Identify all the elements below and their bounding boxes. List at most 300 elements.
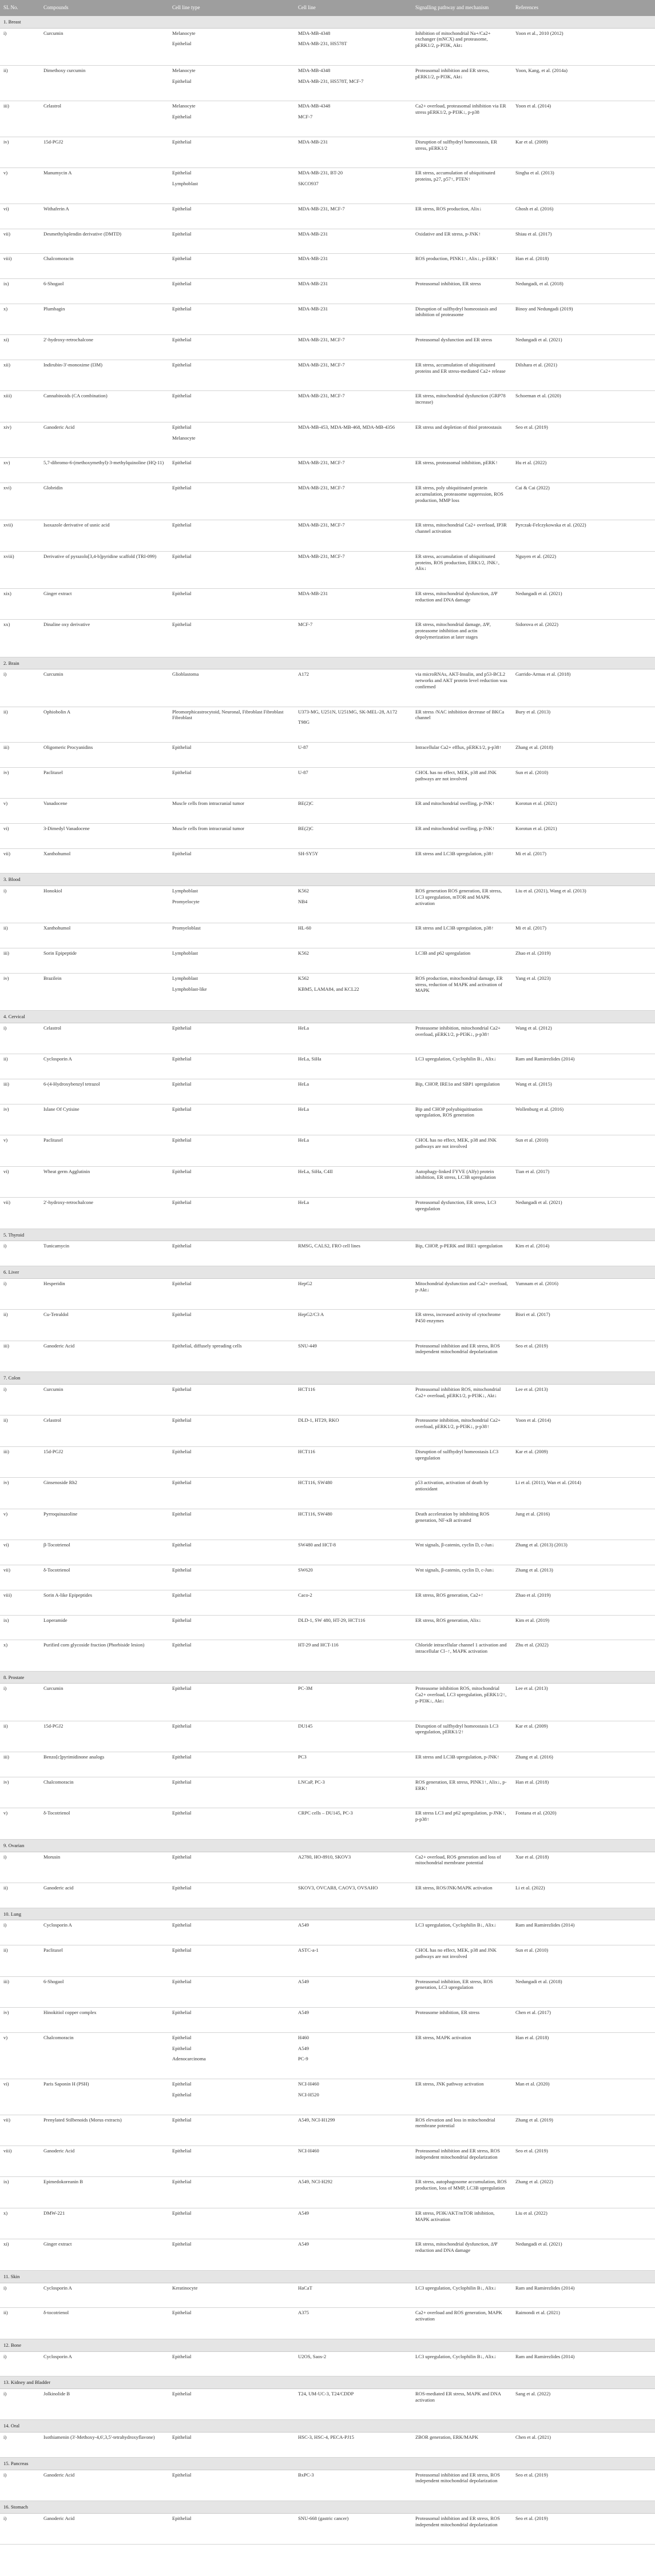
cell-reference: Nedungadi et al. (2018) [512, 1976, 655, 2007]
cell-reference: Seo et al. (2019) [512, 422, 655, 457]
cell-sl-no: xviii) [0, 551, 40, 588]
table-row [0, 1446, 655, 1477]
table-row [0, 1976, 655, 2007]
section-row [0, 2339, 655, 2351]
cell-cell-line: H460 A549 PC-9 [295, 2032, 412, 2079]
cell-cell-line-type: Epithelial [169, 335, 295, 360]
cell-cell-line: HCT116, SW480 [295, 1478, 412, 1509]
section-title: 11. Skin [0, 2270, 655, 2283]
table-row [0, 1278, 655, 1309]
cell-sl-no: vii) [0, 1198, 40, 1229]
cell-sl-no: vii) [0, 2115, 40, 2146]
cell-reference: Yoon et al., 2010 (2012) [512, 28, 655, 65]
table-row [0, 137, 655, 168]
cell-cell-line-type: Epithelial [169, 1540, 295, 1565]
cell-signalling: ROS-mediated ER stress, MAPK and DNA activation [412, 2389, 512, 2420]
table-row [0, 229, 655, 254]
table-row [0, 1166, 655, 1197]
table-row [0, 1079, 655, 1104]
cell-cell-line-type: Epithelial [169, 1615, 295, 1640]
cell-cell-line-type: Epithelial [169, 1384, 295, 1415]
cell-compound: 15d-PGJ2 [40, 1446, 169, 1477]
cell-sl-no: x) [0, 1640, 40, 1671]
cell-cell-line: A549, NCI-H1299 [295, 2115, 412, 2146]
cell-cell-line-type: Epithelial [169, 1808, 295, 1839]
table-row [0, 1478, 655, 1509]
cell-cell-line-type: Epithelial [169, 1310, 295, 1341]
cell-signalling: ER stress and depletion of thiol proteostasis [412, 422, 512, 457]
cell-signalling: ROS elevation and loss in mitochondrial membrane potential [412, 2115, 512, 2146]
table-row [0, 2079, 655, 2115]
cell-cell-line: HCT116 [295, 1446, 412, 1477]
cell-cell-line-type: Epithelial [169, 458, 295, 483]
cell-signalling: Wnt signals, β-catenin, cyclin D, c-Jun↓ [412, 1565, 512, 1590]
table-row [0, 2351, 655, 2376]
cell-sl-no: iii) [0, 948, 40, 974]
cell-compound: Tunicamycin [40, 1241, 169, 1266]
section-row [0, 2420, 655, 2433]
table-row [0, 2115, 655, 2146]
cell-cell-line-type: Epithelial [169, 1590, 295, 1615]
cell-reference: Raimondi et al. (2021) [512, 2308, 655, 2339]
table-row [0, 1615, 655, 1640]
cell-reference: Zhang et al. (2013) (2013) [512, 1540, 655, 1565]
cell-cell-line: A549 [295, 1920, 412, 1945]
cell-compound: Ganoderic Acid [40, 1341, 169, 1371]
cell-cell-line-type: Epithelial [169, 204, 295, 229]
cell-compound: Pyrroquinazoline [40, 1509, 169, 1540]
cell-compound: Benzo[c]pyrimidinone analogs [40, 1752, 169, 1777]
cell-compound: δ-tocotrienol [40, 2308, 169, 2339]
cell-cell-line: K562 [295, 948, 412, 974]
table-row [0, 391, 655, 422]
cell-cell-line: DU145 [295, 1721, 412, 1752]
cell-cell-line-type: Epithelial [169, 767, 295, 798]
cell-cell-line-type: Epithelial [169, 1721, 295, 1752]
cell-reference: Wang et al. (2012) [512, 1023, 655, 1054]
cell-compound: Curcumin [40, 28, 169, 65]
cell-reference: Bisri et al. (2017) [512, 1310, 655, 1341]
table-header-row [0, 0, 655, 16]
cell-compound: Isoxazole derivative of usnic acid [40, 520, 169, 551]
cell-cell-line-type: Epithelial [169, 1976, 295, 2007]
cell-cell-line: SW480 and HCT-8 [295, 1540, 412, 1565]
table-row [0, 620, 655, 657]
cell-compound: 6-Shogaol [40, 279, 169, 304]
cell-compound: Celastrol [40, 101, 169, 137]
cell-compound: Ganoderic Acid [40, 2513, 169, 2544]
cell-cell-line: MDA-MB-4348 MCF-7 [295, 101, 412, 137]
cell-signalling: Death acceleration by inhibiting ROS generation, NF-κB activated [412, 1509, 512, 1540]
cell-sl-no: viii) [0, 1590, 40, 1615]
section-row [0, 657, 655, 669]
cell-compound: Xanthohumol [40, 848, 169, 874]
cell-cell-line: HeLa [295, 1198, 412, 1229]
cell-reference: Seo et al. (2019) [512, 1341, 655, 1371]
section-title: 3. Blood [0, 874, 655, 886]
cell-signalling: Proteasomal inhibition, ER stress, ROS generation, LC3 upregulation [412, 1976, 512, 2007]
cell-cell-line: HT-29 and HCT-116 [295, 1640, 412, 1671]
cell-compound: Plumbagin [40, 304, 169, 334]
cell-signalling: ER stress, ROS generation, Ca2+↑ [412, 1590, 512, 1615]
header-cell-line-type: Cell line type [169, 0, 295, 16]
table-row [0, 707, 655, 742]
cell-signalling: LC3 upregulation, Cyclophilin B↓, Alix↓ [412, 1054, 512, 1079]
cell-compound: Ganoderic Acid [40, 422, 169, 457]
cell-signalling: LC3 upregulation, Cyclophilin B↓, Alix↓ [412, 1920, 512, 1945]
table-row [0, 360, 655, 390]
cell-signalling: Disruption of sulfhydryl homeostasis LC3 upregulation [412, 1446, 512, 1477]
section-title: 10. Lung [0, 1908, 655, 1920]
cell-sl-no: i) [0, 1023, 40, 1054]
section-title: 8. Prostate [0, 1671, 655, 1684]
cell-compound: DMW-221 [40, 2208, 169, 2239]
table-row [0, 2389, 655, 2420]
table-row [0, 588, 655, 619]
table-row [0, 1540, 655, 1565]
cell-cell-line: MDA-MB-231 [295, 137, 412, 168]
cell-sl-no: xv) [0, 458, 40, 483]
cell-compound: Hinokitiol copper complex [40, 2008, 169, 2033]
cell-sl-no: vii) [0, 1565, 40, 1590]
cell-sl-no: i) [0, 1920, 40, 1945]
cell-reference: Sun et al. (2010) [512, 767, 655, 798]
cell-reference: Man et al. (2020) [512, 2079, 655, 2115]
section-title: 2. Brain [0, 657, 655, 669]
cell-cell-line-type: Epithelial [169, 848, 295, 874]
cell-cell-line: T24, UM-UC-3, T24/CDDP [295, 2389, 412, 2420]
cell-cell-line-type: Melanocyte Epithelial [169, 65, 295, 101]
table-row [0, 1241, 655, 1266]
cell-signalling: Bip, CHOP, p-PERK and IRE1 upregulation [412, 1241, 512, 1266]
cell-reference: Zhang et al. (2016) [512, 1752, 655, 1777]
cell-cell-line: A549 [295, 2239, 412, 2270]
table-row [0, 101, 655, 137]
cell-signalling: Disruption of sulfhydryl homeostasis, ER stress, pERK1/2 [412, 137, 512, 168]
cell-cell-line: A549 [295, 2008, 412, 2033]
cell-reference: Chen et al. (2021) [512, 2433, 655, 2458]
cell-compound: Islane Of Cytisine [40, 1104, 169, 1135]
cell-cell-line-type: Epithelial Epithelial Adenocarcinoma [169, 2032, 295, 2079]
cell-signalling: Mitochondrial dysfunction and Ca2+ overload, p-Akt↓ [412, 1278, 512, 1309]
cell-signalling: via microRNAs, AKT-Insulin, and p53-BCL2 networks and AKT protein level reduction was confirmed [412, 669, 512, 707]
cell-sl-no: iv) [0, 1777, 40, 1808]
cell-cell-line: MDA-MB-231 [295, 304, 412, 334]
cell-signalling: Ca2+ overload, proteasomal inhibition via ER stress pERK1/2, p-PI3K↓, p-p38 [412, 101, 512, 137]
cell-cell-line-type: Promyeloblast [169, 923, 295, 948]
cell-reference: Pyrczak-Felczykowska et al. (2022) [512, 520, 655, 551]
table-row [0, 1684, 655, 1721]
cell-sl-no: ii) [0, 707, 40, 742]
cell-signalling: Proteasome inhibition ROS, mitochondrial Ca2+ overload, LC3 upregulation, pERK1/2↑, p-PI3K↓, Akt↓ [412, 1684, 512, 1721]
cell-reference: Schoeman et al. (2020) [512, 391, 655, 422]
cell-cell-line: MCF-7 [295, 620, 412, 657]
cell-cell-line-type: Epithelial [169, 620, 295, 657]
cell-compound: Desmethylsplendin derivative (DMTD) [40, 229, 169, 254]
cell-reference: Li et al. (2011), Wan et al. (2014) [512, 1478, 655, 1509]
cell-cell-line: MDA-MB-453, MDA-MB-468, MDA-MB-4356 [295, 422, 412, 457]
cell-sl-no: i) [0, 2433, 40, 2458]
cell-sl-no: i) [0, 2351, 40, 2376]
cell-sl-no: xvii) [0, 520, 40, 551]
table-row [0, 886, 655, 923]
table-row [0, 1054, 655, 1079]
cell-cell-line: DLD-1, SW 480, HT-29, HCT116 [295, 1615, 412, 1640]
cell-cell-line-type: Lymphoblast Promyelocyte [169, 886, 295, 923]
cell-cell-line-type: Epithelial Melanocyte [169, 422, 295, 457]
table-row [0, 2239, 655, 2270]
cell-sl-no: vi) [0, 1166, 40, 1197]
section-row [0, 2270, 655, 2283]
section-row [0, 1908, 655, 1920]
table-row [0, 1777, 655, 1808]
cell-sl-no: iii) [0, 101, 40, 137]
table-row [0, 1640, 655, 1671]
cell-compound: 2'-hydroxy-retrochalcone [40, 1198, 169, 1229]
cell-cell-line-type: Epithelial [169, 254, 295, 279]
cell-sl-no: ii) [0, 1883, 40, 1908]
cell-reference: Nedungadi et al. (2021) [512, 2239, 655, 2270]
cell-cell-line-type: Melanocyte Epithelial [169, 28, 295, 65]
cell-cell-line: SH-SY5Y [295, 848, 412, 874]
cell-reference: Yumnam et al. (2016) [512, 1278, 655, 1309]
cell-compound: Purified corn glycoside fraction (Phorbiside lesion) [40, 1640, 169, 1671]
cell-cell-line-type: Epithelial [169, 1565, 295, 1590]
table-row [0, 335, 655, 360]
cell-sl-no: vi) [0, 823, 40, 848]
cell-signalling: ER stress, JNK pathway activation [412, 2079, 512, 2115]
cell-cell-line-type: Epithelial [169, 1883, 295, 1908]
cell-signalling: ZBOR generation, ERK/MAPK [412, 2433, 512, 2458]
cell-cell-line-type: Lymphoblast Lymphoblast-like [169, 973, 295, 1010]
cell-reference: Zhang et al. (2019) [512, 2115, 655, 2146]
cell-reference: Mi et al. (2017) [512, 923, 655, 948]
cell-cell-line: HaCaT [295, 2283, 412, 2308]
cell-cell-line: SNU-449 [295, 1341, 412, 1371]
cell-reference: Nedungadi et al. (2021) [512, 588, 655, 619]
cell-cell-line-type: Epithelial [169, 229, 295, 254]
header-cell-line: Cell line [295, 0, 412, 16]
cell-cell-line-type: Epithelial [169, 483, 295, 520]
table-row [0, 204, 655, 229]
cell-cell-line-type: Epithelial [169, 2351, 295, 2376]
cell-sl-no: iv) [0, 137, 40, 168]
section-row [0, 2376, 655, 2389]
cell-signalling: ER stress, PI3K/AKT/mTOR inhibition, MAPK activation [412, 2208, 512, 2239]
cell-cell-line-type: Epithelial [169, 2146, 295, 2177]
cell-sl-no: viii) [0, 2146, 40, 2177]
cell-cell-line-type: Epithelial [169, 137, 295, 168]
cell-cell-line-type: Epithelial [169, 1241, 295, 1266]
cell-compound: Cyclosporin A [40, 1920, 169, 1945]
cell-cell-line-type: Melanocyte Epithelial [169, 101, 295, 137]
header-references: References [512, 0, 655, 16]
cell-cell-line: K562 NB4 [295, 886, 412, 923]
cell-compound: Epimedokoreanin B [40, 2177, 169, 2208]
cell-sl-no: x) [0, 2208, 40, 2239]
cell-compound: Curcumin [40, 1384, 169, 1415]
cell-sl-no: i) [0, 669, 40, 707]
cell-reference: Han et al. (2018) [512, 1777, 655, 1808]
section-row [0, 1011, 655, 1023]
cell-signalling: ROS production, PINK1↑, Alix↓, p-ERK↑ [412, 254, 512, 279]
table-row [0, 168, 655, 204]
table-row [0, 1310, 655, 1341]
cell-signalling: Intracellular Ca2+ efflux, pERK1/2, p-p38↑ [412, 743, 512, 768]
cell-cell-line: SKOV3, OVCAR8, CAOV3, OVSAHO [295, 1883, 412, 1908]
table-row [0, 1808, 655, 1839]
cell-compound: 2'-hydroxy-retrochalcone [40, 335, 169, 360]
table-row [0, 848, 655, 874]
cell-compound: Celastrol [40, 1415, 169, 1446]
section-title: 13. Kidney and Bladder [0, 2376, 655, 2389]
cell-sl-no: i) [0, 2283, 40, 2308]
cell-compound: δ-Tocotrienol [40, 1565, 169, 1590]
cell-cell-line-type: Epithelial [169, 2433, 295, 2458]
cell-compound: Cyclosporin A [40, 2351, 169, 2376]
cell-signalling: Ca2+ overload, ROS generation and loss of mitochondrial membrane potential [412, 1852, 512, 1883]
cell-compound: Jolkinolide B [40, 2389, 169, 2420]
cell-signalling: ER stress, mitochondrial dysfunction, ΔΨ reduction and DNA damage [412, 2239, 512, 2270]
cell-cell-line-type: Epithelial [169, 2177, 295, 2208]
section-title: 1. Breast [0, 16, 655, 28]
table-row [0, 1945, 655, 1976]
cell-reference: Yoon et al. (2014) [512, 1415, 655, 1446]
section-row [0, 2457, 655, 2470]
cell-signalling: ER stress, ROS production, Alix↓ [412, 204, 512, 229]
cell-signalling: Proteasomal inhibition and ER stress, ROS independent mitochondrial depolarization [412, 1341, 512, 1371]
table-row [0, 458, 655, 483]
cell-signalling: ER stress, ROS/JNK/MAPK activation [412, 1883, 512, 1908]
cell-signalling: Proteasome inhibition, ER stress [412, 2008, 512, 2033]
cell-signalling: Proteasomal inhibition ROS, mitochondrial Ca2+ overload, pERK1/2, p-PI3K↓, Akt↓ [412, 1384, 512, 1415]
cell-cell-line: HeLa [295, 1023, 412, 1054]
cell-cell-line: NCI-H460 NCI-H520 [295, 2079, 412, 2115]
cell-signalling: CHOL has no effect, MEK, p38 and JNK pathways are not involved [412, 1945, 512, 1976]
cell-reference: Zhang et al. (2013) [512, 1565, 655, 1590]
cell-reference: Zhang et al. (2018) [512, 743, 655, 768]
section-row [0, 2501, 655, 2514]
cell-sl-no: ii) [0, 923, 40, 948]
table-body [0, 16, 655, 2545]
cell-reference: Zhang et al. (2022) [512, 2177, 655, 2208]
cell-sl-no: ii) [0, 1310, 40, 1341]
table-row [0, 973, 655, 1010]
cell-sl-no: vi) [0, 2079, 40, 2115]
cell-cell-line: DLD-1, HT29, RKO [295, 1415, 412, 1446]
cell-reference: Shiau et al. (2017) [512, 229, 655, 254]
table-row [0, 743, 655, 768]
cell-reference: Chen et al. (2017) [512, 2008, 655, 2033]
cell-signalling: Proteasomal dysfunction and ER stress [412, 335, 512, 360]
cell-reference: Nedungadi et al. (2021) [512, 1198, 655, 1229]
table-row [0, 1023, 655, 1054]
cell-signalling: Chloride intracellular channel 1 activation and intracellular Cl−↑, MAPK activation [412, 1640, 512, 1671]
table-row [0, 551, 655, 588]
section-title: 14. Oral [0, 2420, 655, 2433]
cell-reference: Yoon, Kang, et al. (2014a) [512, 65, 655, 101]
cell-signalling: ER stress, mitochondrial dysfunction (GRP78 increase) [412, 391, 512, 422]
cell-cell-line: MDA-MB-231, MCF-7 [295, 551, 412, 588]
cell-cell-line: MDA-MB-231 [295, 588, 412, 619]
header-compounds: Compounds [40, 0, 169, 16]
cell-cell-line: A549 [295, 2208, 412, 2239]
cell-cell-line: MDA-MB-231, MCF-7 [295, 391, 412, 422]
section-title: 12. Bone [0, 2339, 655, 2351]
cell-signalling: ER and mitochondrial swelling, p-JNK↑ [412, 799, 512, 824]
cell-cell-line-type: Epithelial [169, 1509, 295, 1540]
cell-cell-line: BE(2)C [295, 823, 412, 848]
cell-signalling: Proteasomal inhibition and ER stress, ROS independent mitochondrial depolarization [412, 2146, 512, 2177]
cell-signalling: ER stress, increased activity of cytochrome P450 enzymes [412, 1310, 512, 1341]
table-row [0, 279, 655, 304]
cell-reference: Bury et al. (2013) [512, 707, 655, 742]
cell-compound: Celastrol [40, 1023, 169, 1054]
cell-cell-line: NCI-H460 [295, 2146, 412, 2177]
cell-sl-no: i) [0, 886, 40, 923]
cell-sl-no: ii) [0, 2308, 40, 2339]
cell-sl-no: iii) [0, 1341, 40, 1371]
cell-cell-line-type: Epithelial [169, 1023, 295, 1054]
cell-signalling: Ca2+ overload and ROS generation, MAPK activation [412, 2308, 512, 2339]
cell-sl-no: i) [0, 28, 40, 65]
cell-signalling: Disruption of sulfhydryl homeostasis and inhibition of proteasome [412, 304, 512, 334]
cell-reference: Sun et al. (2010) [512, 1135, 655, 1166]
cell-cell-line: MDA-MB-4348 MDA-MB-231, HS578T [295, 28, 412, 65]
section-title: 15. Pancreas [0, 2457, 655, 2470]
cell-compound: 15d-PGJ2 [40, 137, 169, 168]
cell-reference: Korotun et al. (2021) [512, 799, 655, 824]
cell-sl-no: ix) [0, 279, 40, 304]
cell-sl-no: v) [0, 1135, 40, 1166]
cell-compound: Globridin [40, 483, 169, 520]
cell-reference: Ghosh et al. (2016) [512, 204, 655, 229]
cell-compound: Dinaline oxy derivative [40, 620, 169, 657]
cell-sl-no: xix) [0, 588, 40, 619]
cell-cell-line-type: Epithelial [169, 360, 295, 390]
cell-sl-no: i) [0, 1241, 40, 1266]
cell-cell-line: HeLa [295, 1079, 412, 1104]
cell-cell-line: U-87 [295, 743, 412, 768]
cell-signalling: p53 activation, activation of death by antioxidant [412, 1478, 512, 1509]
cell-cell-line-type: Epithelial [169, 2308, 295, 2339]
cell-sl-no: ii) [0, 65, 40, 101]
cell-compound: Cannabinoids (CA combination) [40, 391, 169, 422]
cell-reference: Binoy and Nedungadi (2019) [512, 304, 655, 334]
cell-sl-no: xiv) [0, 422, 40, 457]
cell-signalling: Proteasome inhibition, mitochondrial Ca2+ overload, pERK1/2, p-PI3K↓, p-p38↑ [412, 1023, 512, 1054]
cell-sl-no: v) [0, 1808, 40, 1839]
cell-reference: Ram and Ramirezlides (2014) [512, 1054, 655, 1079]
section-title: 6. Liver [0, 1266, 655, 1279]
cell-cell-line-type: Epithelial [169, 743, 295, 768]
cell-reference: Fontana et al. (2020) [512, 1808, 655, 1839]
cell-cell-line: HL-60 [295, 923, 412, 948]
cell-cell-line-type: Epithelial [169, 2008, 295, 2033]
cell-sl-no: viii) [0, 254, 40, 279]
cell-reference: Zhu et al. (2022) [512, 1640, 655, 1671]
cell-cell-line: BE(2)C [295, 799, 412, 824]
table-row [0, 28, 655, 65]
cell-signalling: ER and mitochondrial swelling, p-JNK↑ [412, 823, 512, 848]
cell-cell-line-type: Epithelial [169, 1415, 295, 1446]
cell-sl-no: iv) [0, 767, 40, 798]
cell-compound: 6-(4-Hydroxybenzyl tetrazol [40, 1079, 169, 1104]
cell-reference: Seo et al. (2019) [512, 2513, 655, 2544]
cell-reference: Han et al. (2018) [512, 2032, 655, 2079]
cell-cell-line-type: Epithelial [169, 2470, 295, 2501]
cell-compound: Brazilein [40, 973, 169, 1010]
